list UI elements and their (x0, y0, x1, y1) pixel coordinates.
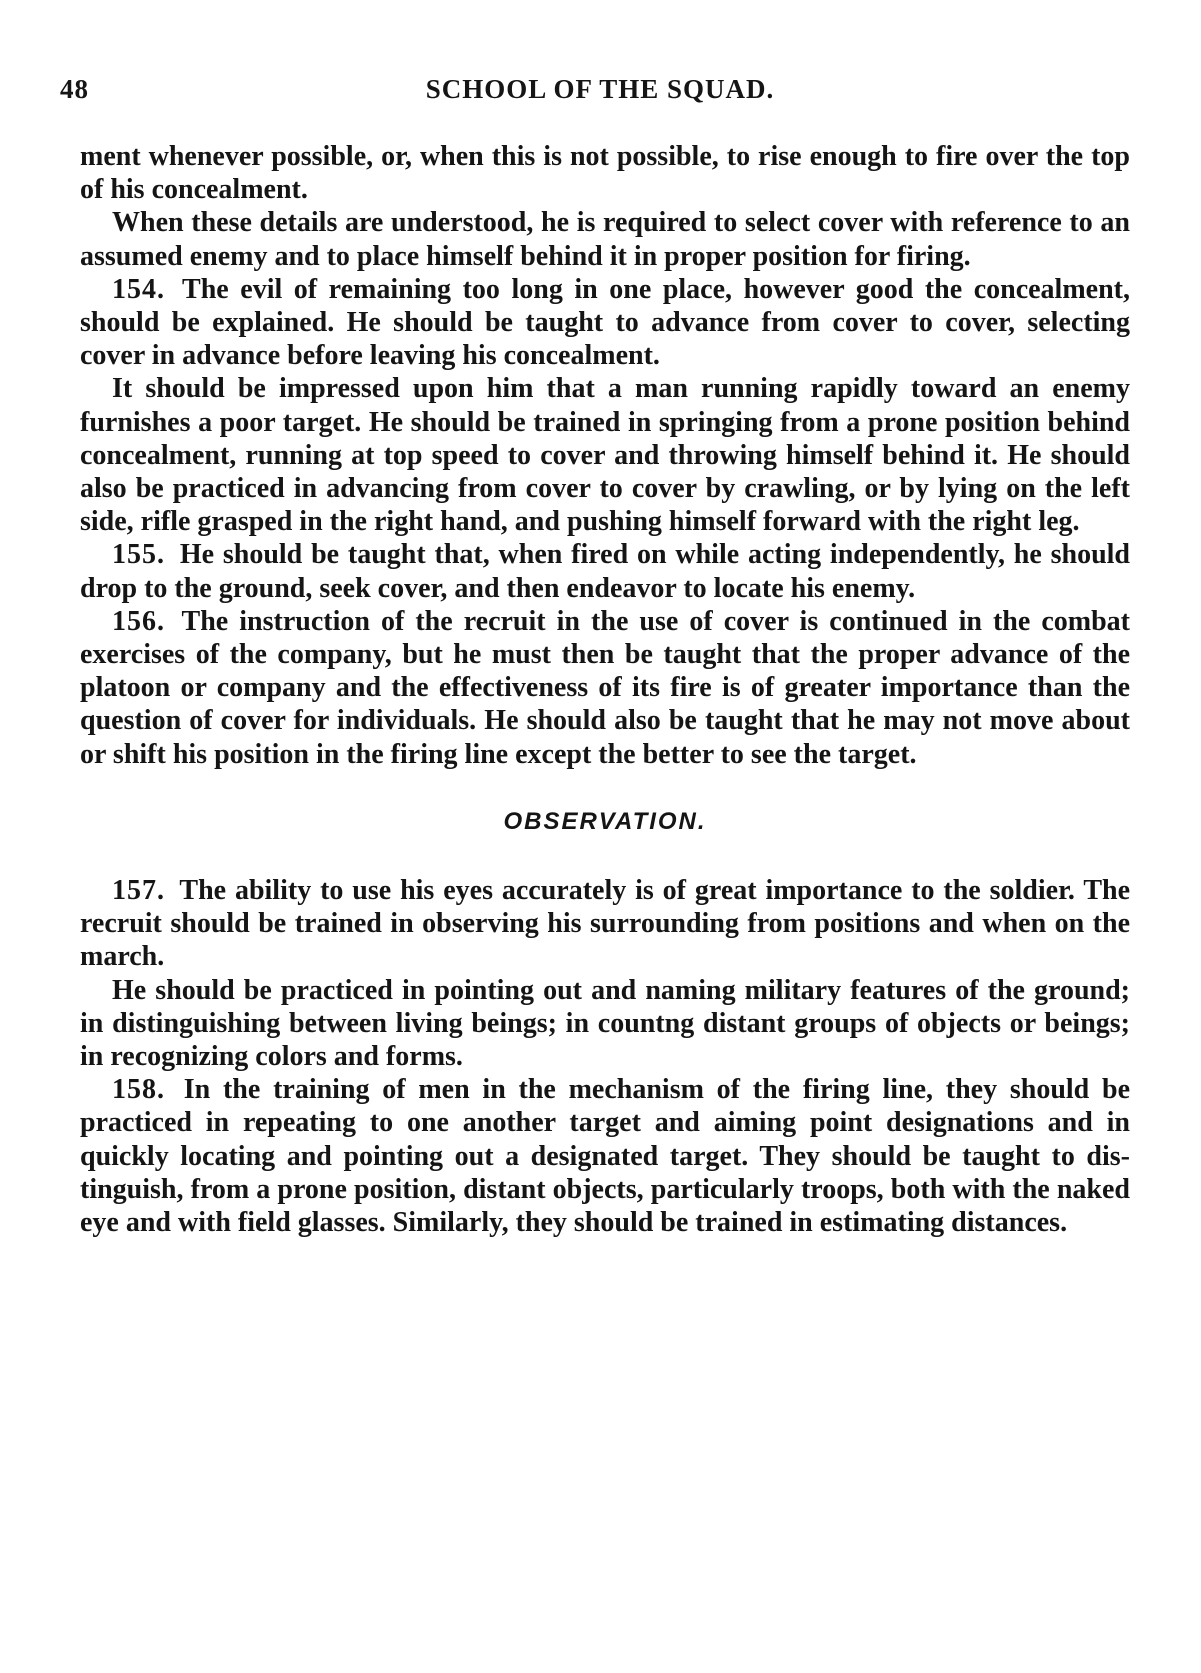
paragraph-154 (80, 273, 1130, 373)
body-text (80, 140, 1130, 1239)
paragraph-text: ment whenever possible, or, when this is not possible, to rise enough to fire over the top of his concealment. (80, 141, 1130, 206)
paragraph-text: When these details are understood, he is required to select cover with reference to an assumed enemy and to place himself behind it in proper position for firing. (80, 207, 1130, 272)
paragraph-157 (80, 874, 1130, 974)
paragraph-number: 156. (112, 605, 165, 637)
paragraph-text: In the training of men in the mechanism of the firing line, they should be practiced in repeating to one another target and aiming point designations and in quickly locating and pointing out a designated target. They should be taught to distinguish, from a prone position, distant objects, particularly troops, both with the naked eye and with field glasses. Similarly, they should be trained in estimating distances. (80, 1074, 1131, 1239)
paragraph-156 (80, 605, 1130, 771)
paragraph-158 (80, 1073, 1130, 1239)
paragraph-155 (80, 538, 1130, 604)
paragraph (80, 206, 1130, 272)
paragraph-text: The ability to use his eyes accurately is of great importance to the soldier. The recruit should be trained in observing his surrounding from positions and when on the march. (80, 875, 1130, 973)
paragraph-text: The evil of remaining too long in one place, however good the concealment, should be explained. He should be taught to advance from cover to cover, selecting cover in advance before leaving his concealment. (80, 273, 1130, 372)
paragraph (80, 974, 1130, 1074)
paragraph-number: 154. (112, 273, 165, 305)
paragraph-continuation (80, 140, 1130, 206)
paragraph-number: 157. (112, 875, 165, 907)
paragraph-text: The instruction of the recruit in the use of cover is continued in the combat exercises of the company, but he must then be taught that the proper advance of the platoon or company and the effectiveness of its fire is of greater importance than the question of cover for individuals. He should also be taught that he may not move about or shift his position in the firing line except the better to see the target. (80, 605, 1130, 770)
paragraph-text: It should be impressed upon him that a man running rapidly toward an enemy furnishes a poor target. He should be trained in springing from a prone position behind concealment, running at top speed to cover and throwing himself behind it. He should also be practiced in advancing from cover to cover by crawling, or by lying on the left side, rifle grasped in the right hand, and pushing himself forward with the right leg. (80, 373, 1130, 538)
page-number: 48 (60, 74, 89, 104)
running-head: SCHOOL OF THE SQUAD. (425, 74, 775, 104)
section-heading: OBSERVATION. (503, 807, 707, 835)
paragraph (80, 372, 1130, 538)
paragraph-number: 155. (112, 539, 165, 571)
paragraph-text: He should be practiced in pointing out and naming military features of the ground; in distinguishing between living beings; in countng distant groups of objects or beings; in recognizing colors and forms. (80, 974, 1130, 1073)
paragraph-number: 158. (112, 1074, 165, 1106)
paragraph-text: He should be taught that, when fired on while acting independently, he should drop to the ground, seek cover, and then endeavor to locate his enemy. (80, 539, 1130, 604)
page-header (60, 74, 1140, 114)
